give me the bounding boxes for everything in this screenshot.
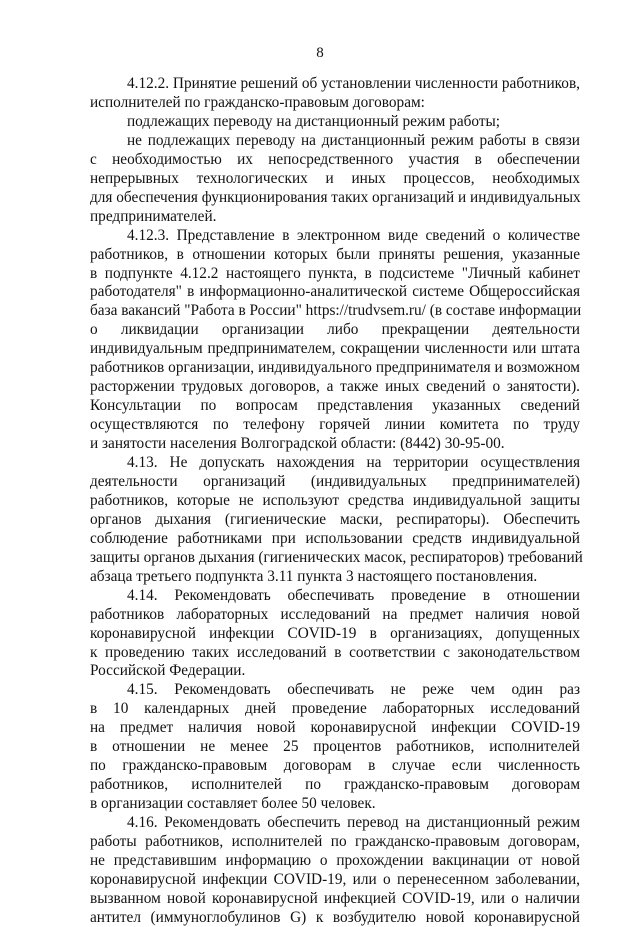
text-line: 4.13. Не допускать нахождения на территории осуществления <box>127 454 580 471</box>
text-line: индивидуальным предпринимателем, сокращении численности или штата <box>90 340 580 358</box>
text-line: расторжении трудовых договоров, а также иных сведений о занятости). <box>90 378 580 396</box>
text-line: по гражданско-правовым договорам в случае если численность <box>90 757 580 775</box>
text-line: работников организации, индивидуального предпринимателя и возможном <box>90 359 580 377</box>
text-line: в 10 календарных дней проведение лабораторных исследований <box>90 700 580 718</box>
text-line: 4.12.2. Принятие решений об установлении численности работников, <box>127 75 580 92</box>
text-line: работодателя" в информационно-аналитической системе Общероссийская <box>90 283 580 301</box>
text-line: на предмет наличия новой коронавирусной инфекции COVID-19 <box>90 719 580 737</box>
text-line: Российской Федерации. <box>90 662 246 680</box>
text-line: вызванном новой коронавирусной инфекцией COVID-19, или о наличии <box>90 889 580 907</box>
text-line: с необходимостью их непосредственного участия в обеспечении <box>90 150 580 168</box>
text-line: к проведению таких исследований в соответствии с законодательством <box>90 643 580 661</box>
text-line: и занятости населения Волгоградской области: (8442) 30-95-00. <box>90 435 505 453</box>
text-line: 4.12.3. Представление в электронном виде сведений о количестве <box>127 226 580 244</box>
text-line: деятельности организаций (индивидуальных предпринимателей) <box>90 472 580 490</box>
text-line: о ликвидации организации либо прекращении деятельности <box>90 321 580 339</box>
text-line: органов дыхания (гигиенические маски, респираторы). Обеспечить <box>90 510 580 528</box>
text-line: в подпункте 4.12.2 настоящего пункта, в подсистеме "Личный кабинет <box>90 264 580 282</box>
text-line: работников, исполнителей по гражданско-правовым договорам <box>90 776 580 794</box>
text-line: работников, в отношении которых были приняты решения, указанные <box>90 245 580 263</box>
text-line: работы работников, исполнителей по гражданско-правовым договорам, <box>90 833 580 850</box>
text-line: для обеспечения функционирования таких организаций и индивидуальных <box>90 188 581 206</box>
text-line: абзаца третьего подпункта 3.11 пункта 3 настоящего постановления. <box>90 567 538 585</box>
text-line: подлежащих переводу на дистанционный режим работы; <box>127 112 501 130</box>
text-line: непрерывных технологических и иных процессов, необходимых <box>90 169 580 187</box>
text-line: работников, которые не используют средства индивидуальной защиты <box>90 491 580 509</box>
text-line: осуществляются по телефону горячей линии комитета по труду <box>90 416 580 434</box>
text-line: в организации составляет более 50 человек. <box>90 795 376 813</box>
text-line: исполнителей по гражданско-правовым договорам: <box>90 93 425 111</box>
text-line: соблюдение работниками при использовании средств индивидуальной <box>90 529 580 547</box>
text-line: коронавирусной инфекции COVID-19, или о перенесенном заболевании, <box>90 870 580 888</box>
text-line: не подлежащих переводу на дистанционный режим работы в связи <box>127 131 580 149</box>
text-line: 4.15. Рекомендовать обеспечивать не реже чем один раз <box>127 681 580 699</box>
text-line: 4.14. Рекомендовать обеспечивать проведение в отношении <box>127 586 580 604</box>
text-line: Консультации по вопросам представления указанных сведений <box>90 397 580 415</box>
text-line: 4.16. Рекомендовать обеспечить перевод на дистанционный режим <box>127 814 580 832</box>
text-line: защиты органов дыхания (гигиенических масок, респираторов) требований <box>90 548 583 566</box>
text-line: не представившим информацию о прохождении вакцинации от новой <box>90 851 580 869</box>
text-line: работников лабораторных исследований на предмет наличия новой <box>90 605 580 623</box>
text-line: в отношении не менее 25 процентов работников, исполнителей <box>90 738 580 756</box>
text-line: антител (иммуноглобулинов G) к возбудителю новой коронавирусной <box>90 908 580 926</box>
page-number: 8 <box>316 45 324 61</box>
text-line: коронавирусной инфекции COVID-19 в организациях, допущенных <box>90 624 580 642</box>
text-line: база вакансий "Работа в России" https://trudvsem.ru/ (в составе информации <box>90 302 582 320</box>
text-line: предпринимателей. <box>90 207 217 225</box>
